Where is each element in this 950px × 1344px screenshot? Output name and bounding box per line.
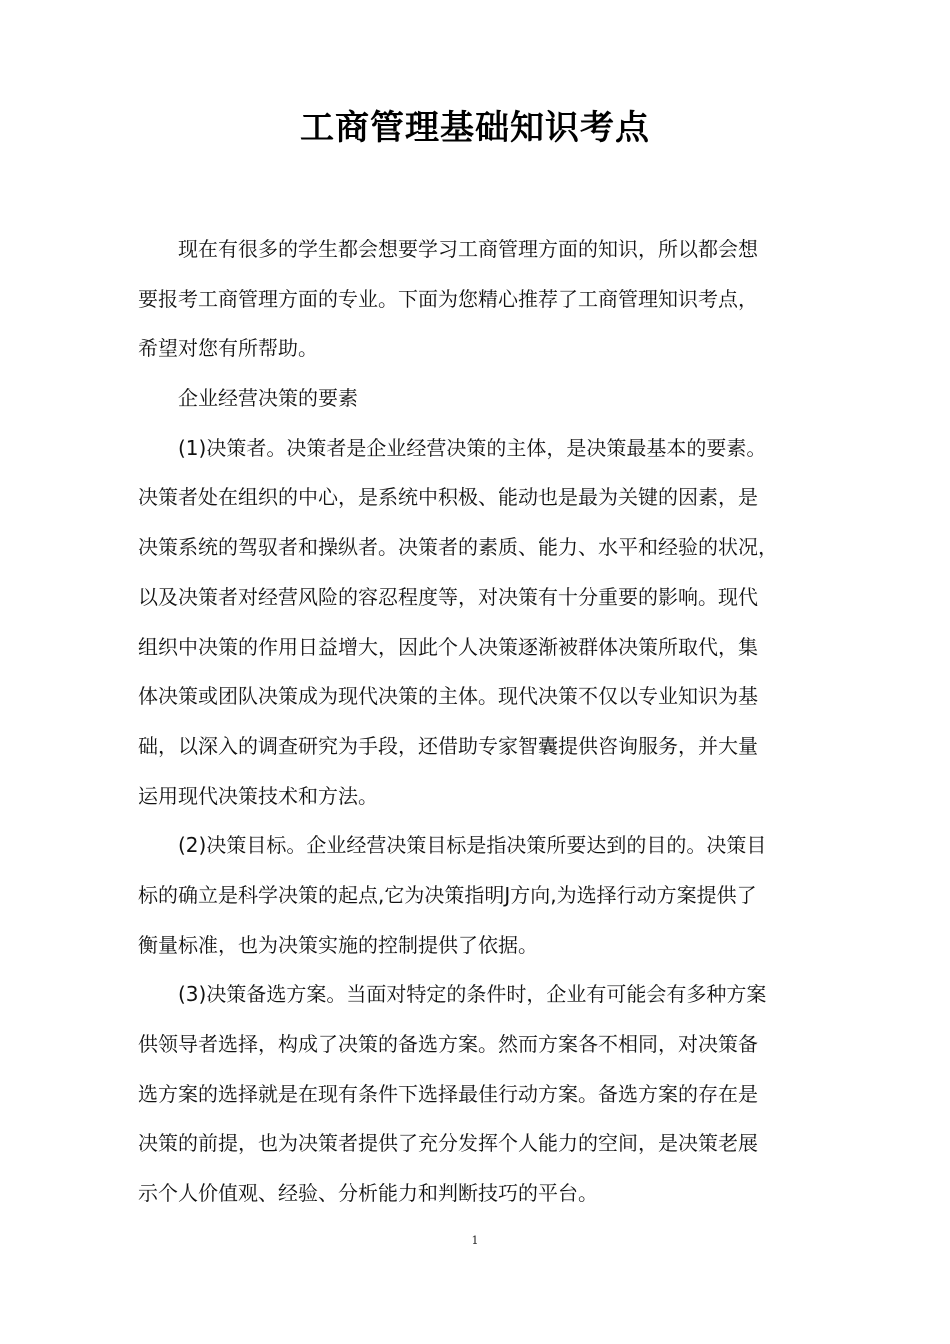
paragraph-line: 以及决策者对经营风险的容忍程度等，对决策有十分重要的影响。现代 <box>138 584 758 609</box>
paragraph-line: 标的确立是科学决策的起点,它为决策指明J方向,为选择行动方案提供了 <box>138 882 757 907</box>
document-body <box>138 225 823 1219</box>
paragraph-decision-maker <box>138 424 823 822</box>
paragraph-line: 决策者处在组织的中心，是系统中积极、能动也是最为关键的因素，是 <box>138 485 758 510</box>
paragraph-decision-goal <box>138 821 823 970</box>
document-title: 工商管理基础知识考点 <box>300 108 650 148</box>
paragraph-decision-alternatives <box>138 970 823 1218</box>
paragraph-line: 衡量标准，也为决策实施的控制提供了依据。 <box>138 932 538 957</box>
paragraph-line: 现在有很多的学生都会想要学习工商管理方面的知识，所以都会想 <box>178 237 758 261</box>
paragraph-line: 决策系统的驾驭者和操纵者。决策者的素质、能力、水平和经验的状况， <box>138 535 778 560</box>
paragraph-line: 选方案的选择就是在现有条件下选择最佳行动方案。备选方案的存在是 <box>138 1081 758 1106</box>
paragraph-line: 供领导者选择，构成了决策的备选方案。然而方案各不相同，对决策备 <box>138 1032 758 1056</box>
paragraph-intro <box>138 225 823 374</box>
paragraph-line: 础，以深入的调查研究为手段，还借助专家智囊提供咨询服务，并大量 <box>138 733 758 758</box>
paragraph-line: (1)决策者。决策者是企业经营决策的主体，是决策最基本的要素。 <box>178 435 767 460</box>
paragraph-line: 希望对您有所帮助。 <box>138 336 318 361</box>
section-heading <box>138 374 823 424</box>
paragraph-line: 运用现代决策技术和方法。 <box>138 783 378 808</box>
page-number: 1 <box>471 1234 479 1247</box>
paragraph-line: 决策的前提，也为决策者提供了充分发挥个人能力的空间，是决策老展 <box>138 1131 758 1156</box>
paragraph-line: (2)决策目标。企业经营决策目标是指决策所要达到的目的。决策目 <box>178 833 767 858</box>
paragraph-line: 体决策或团队决策成为现代决策的主体。现代决策不仅以专业知识为基 <box>138 684 758 709</box>
paragraph-line: 示个人价值观、经验、分析能力和判断技巧的平台。 <box>138 1181 598 1206</box>
paragraph-line: 组织中决策的作用日益增大，因此个人决策逐渐被群体决策所取代，集 <box>138 634 758 659</box>
paragraph-line: (3)决策备选方案。当面对特定的条件时，企业有可能会有多种方案 <box>178 982 767 1007</box>
paragraph-line: 要报考工商管理方面的专业。下面为您精心推荐了工商管理知识考点， <box>138 286 758 311</box>
paragraph-line: 企业经营决策的要素 <box>178 386 358 411</box>
